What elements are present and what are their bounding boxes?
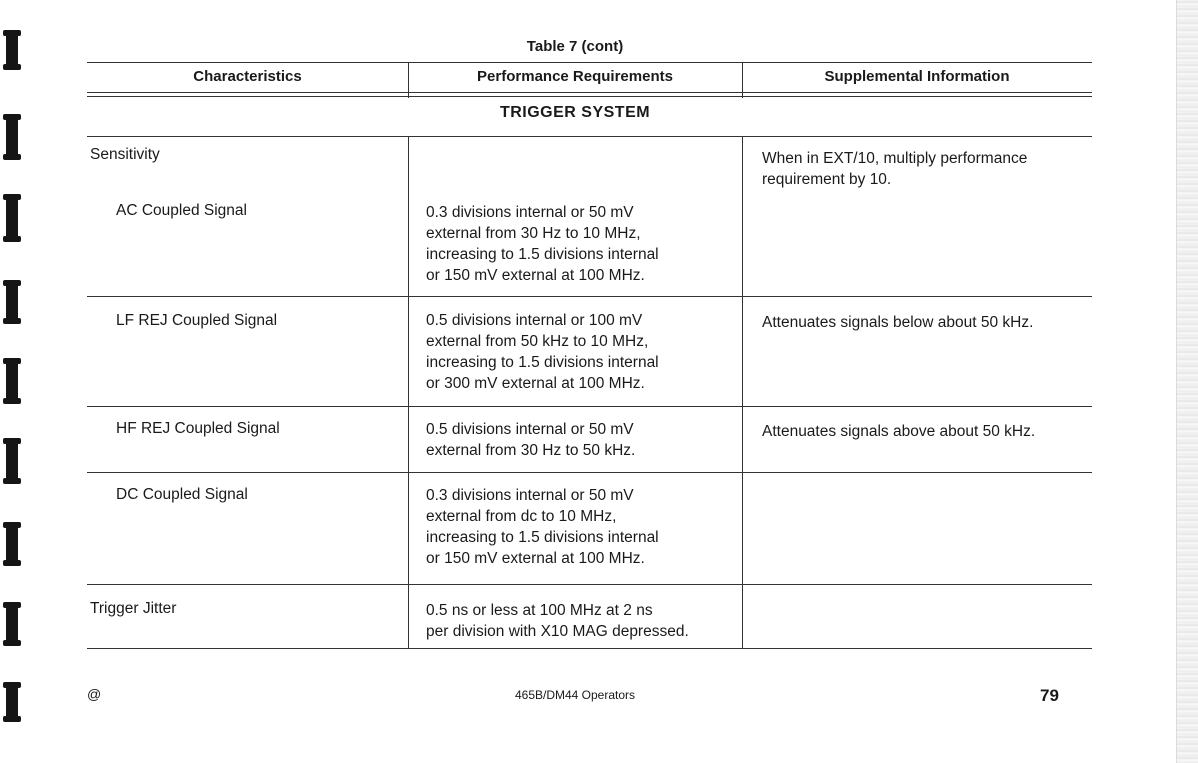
binding-hole <box>6 684 18 720</box>
performance-hf-rej <box>426 419 738 461</box>
col-divider <box>742 136 743 648</box>
supplemental-line: When in EXT/10, multiply performance <box>762 150 1028 167</box>
performance-line: external from 30 Hz to 50 kHz. <box>426 442 636 459</box>
header-supplemental: Supplemental Information <box>824 68 1010 85</box>
page-number: 79 <box>1040 686 1059 705</box>
binding-hole <box>6 32 18 68</box>
characteristic-hf-rej: HF REJ Coupled Signal <box>116 420 280 437</box>
characteristic-dc-coupled: DC Coupled Signal <box>116 486 248 503</box>
performance-line: increasing to 1.5 divisions internal <box>426 529 659 546</box>
binding-hole <box>6 440 18 482</box>
header-characteristics: Characteristics <box>193 68 302 85</box>
table-title: Table 7 (cont) <box>526 38 624 55</box>
binding-hole <box>6 524 18 564</box>
header-bottom-rule <box>87 92 1092 93</box>
performance-line: or 300 mV external at 100 MHz. <box>426 375 645 392</box>
performance-line: increasing to 1.5 divisions internal <box>426 354 659 371</box>
characteristic-ac-coupled: AC Coupled Signal <box>116 202 247 219</box>
characteristic-lf-rej: LF REJ Coupled Signal <box>116 312 278 329</box>
section-title: TRIGGER SYSTEM <box>499 104 651 121</box>
performance-trigger-jitter <box>426 600 738 642</box>
row-rule <box>87 406 1092 407</box>
performance-line: 0.5 divisions internal or 100 mV <box>426 312 643 329</box>
binding-hole <box>6 282 18 322</box>
col-divider <box>408 136 409 648</box>
performance-line: external from 50 kHz to 10 MHz, <box>426 333 649 350</box>
performance-line: 0.5 ns or less at 100 MHz at 2 ns <box>426 602 653 619</box>
footer-symbol: @ <box>87 686 102 702</box>
performance-ac-coupled <box>426 202 738 286</box>
binding-hole <box>6 116 18 158</box>
row-rule <box>87 584 1092 585</box>
characteristic-sensitivity: Sensitivity <box>90 146 160 163</box>
supplemental-lf-rej <box>762 312 1092 333</box>
performance-line: or 150 mV external at 100 MHz. <box>426 550 645 567</box>
performance-line: per division with X10 MAG depressed. <box>426 623 689 640</box>
section-rule <box>87 136 1092 137</box>
header-performance: Performance Requirements <box>477 68 673 85</box>
performance-line: external from dc to 10 MHz, <box>426 508 617 525</box>
row-rule <box>87 472 1092 473</box>
performance-dc-coupled <box>426 485 738 569</box>
table-bottom-rule <box>87 648 1092 649</box>
supplemental-line: requirement by 10. <box>762 171 892 188</box>
performance-line: 0.3 divisions internal or 50 mV <box>426 487 634 504</box>
binding-holes <box>0 0 36 763</box>
performance-line: external from 30 Hz to 10 MHz, <box>426 225 641 242</box>
binding-hole <box>6 196 18 240</box>
characteristic-trigger-jitter: Trigger Jitter <box>90 600 177 617</box>
performance-lf-rej <box>426 310 738 394</box>
performance-line: 0.5 divisions internal or 50 mV <box>426 421 634 438</box>
supplemental-hf-rej <box>762 421 1092 442</box>
supplemental-sensitivity <box>762 148 1092 190</box>
supplemental-line: Attenuates signals above about 50 kHz. <box>762 423 1036 440</box>
binding-hole <box>6 604 18 644</box>
row-rule <box>87 296 1092 297</box>
performance-line: 0.3 divisions internal or 50 mV <box>426 204 634 221</box>
performance-line: or 150 mV external at 100 MHz. <box>426 267 645 284</box>
page-edge-shadow <box>1176 0 1198 763</box>
footer-manual-title: 465B/DM44 Operators <box>514 688 636 702</box>
header-top-rule <box>87 62 1092 63</box>
header-bottom-rule-double <box>87 96 1092 97</box>
supplemental-line: Attenuates signals below about 50 kHz. <box>762 314 1034 331</box>
binding-hole <box>6 360 18 402</box>
performance-line: increasing to 1.5 divisions internal <box>426 246 659 263</box>
